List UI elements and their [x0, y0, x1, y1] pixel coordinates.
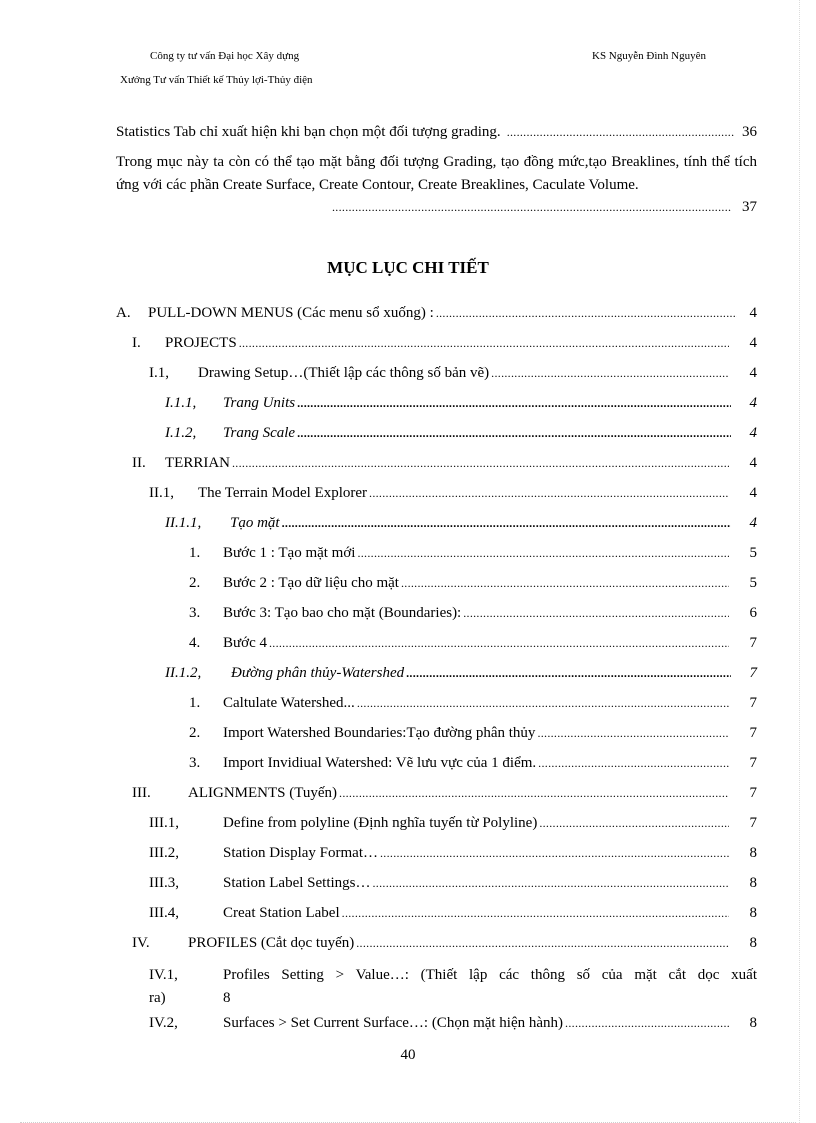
toc-entry-page: 8 — [749, 875, 757, 891]
toc-entry-number: 3. — [189, 755, 201, 771]
toc-entry-number: 2. — [189, 575, 201, 591]
toc-entry-text: Station Label Settings… — [223, 875, 371, 891]
header-company: Công ty tư vấn Đại học Xây dựng — [150, 50, 300, 62]
toc-entry-text: PULL-DOWN MENUS (Các menu sổ xuống) : — [148, 305, 434, 321]
intro-paragraph-1-page: 36 — [742, 124, 757, 140]
toc-entry[interactable] — [165, 395, 757, 417]
toc-entry-text: Import Watershed Boundaries:Tạo đường phân thủy — [223, 725, 536, 741]
toc-entry-page: 8 — [223, 989, 231, 1006]
toc-entry-page: 4 — [749, 395, 757, 411]
toc-entry-page: 4 — [749, 455, 757, 471]
toc-entry-text: ALIGNMENTS (Tuyến) — [188, 785, 338, 801]
dot-leader — [538, 756, 729, 771]
toc-entry-text: Import Invidiual Watershed: Vẽ lưu vực của 1 điểm. — [223, 755, 537, 771]
dot-leader — [539, 816, 729, 831]
toc-entry-number: 1. — [189, 545, 201, 561]
toc-entry-page: 7 — [749, 785, 757, 801]
toc-entry[interactable] — [149, 815, 757, 837]
toc-entry-page: 4 — [749, 485, 757, 501]
toc-entry-page: 6 — [749, 605, 757, 621]
toc-entry[interactable] — [165, 665, 757, 687]
toc-entry-page: 7 — [749, 815, 757, 831]
intro-paragraph-1 — [116, 121, 757, 144]
toc-entry-page: 4 — [749, 365, 757, 381]
toc-entry[interactable] — [149, 845, 757, 867]
header-department: Xưởng Tư vấn Thiết kế Thủy lợi-Thủy điện — [120, 74, 313, 86]
toc-entry[interactable] — [189, 725, 757, 747]
toc-entry-text: The Terrain Model Explorer — [198, 485, 368, 501]
toc-entry[interactable] — [132, 785, 757, 807]
toc-entry[interactable] — [149, 875, 757, 897]
toc-entry-page: 8 — [749, 905, 757, 921]
dot-leader — [369, 486, 729, 501]
toc-entry-number: 2. — [189, 725, 201, 741]
toc-entry[interactable] — [165, 425, 757, 447]
toc-entry-text: Define from polyline (Định nghĩa tuyến từ Polyline) — [223, 815, 538, 831]
page-number: 40 — [400, 1047, 416, 1063]
dot-leader — [401, 576, 729, 591]
dot-leader — [342, 906, 729, 921]
toc-entry-text: Profiles Setting > Value…: (Thiết lập các thông số của mặt cắt dọc xuất — [223, 967, 757, 983]
dot-leader — [406, 666, 731, 681]
toc-entry-text-continued: ra) — [149, 989, 166, 1006]
toc-entry-number: IV. — [132, 935, 150, 951]
toc-entry-text: TERRIAN — [165, 455, 230, 471]
toc-entry[interactable] — [132, 335, 757, 357]
toc-entry[interactable] — [149, 365, 757, 387]
toc-entry-page: 5 — [749, 575, 757, 591]
toc-entry[interactable] — [189, 575, 757, 597]
intro-paragraph-2-text: Trong mục này ta còn có thể tạo mặt bằng đối tượng Grading, tạo đồng mức,tạo Breaklines, tính thể tích ứng với các phần Create Surface, Create Contour, Create Breaklines, Caculate Volume. — [116, 154, 757, 193]
dot-leader — [282, 516, 731, 531]
toc-entry-number: II.1.1, — [165, 515, 202, 531]
toc-entry-text: Bước 1 : Tạo mặt mới — [223, 545, 356, 561]
dot-leader — [239, 336, 729, 351]
dot-leader — [565, 1016, 729, 1031]
dot-leader — [491, 366, 729, 381]
toc-entry-text: Bước 4 — [223, 635, 267, 651]
dot-leader — [232, 456, 729, 471]
dot-leader — [269, 636, 729, 651]
toc-entry-page: 4 — [749, 425, 757, 441]
dot-leader — [373, 876, 730, 891]
dot-leader — [357, 546, 729, 561]
toc-entry-text: Trang Units — [223, 395, 296, 411]
toc-entry-number: 3. — [189, 605, 201, 621]
dot-leader — [537, 726, 729, 741]
toc-entry-number: I.1.2, — [165, 425, 197, 441]
toc-entry-page: 5 — [749, 545, 757, 561]
toc-entry-text: Drawing Setup…(Thiết lập các thông số bản vẽ) — [198, 365, 490, 381]
page-edge-divider — [799, 0, 800, 1123]
toc-entry-page: 8 — [749, 935, 757, 951]
dot-leader — [507, 121, 734, 144]
toc-entry[interactable] — [149, 905, 757, 927]
toc-entry-text: Caltulate Watershed... — [223, 695, 355, 711]
toc-entry-text: Đường phân thủy-Watershed — [231, 665, 405, 681]
intro-paragraph-1-text: Statistics Tab chỉ xuất hiện khi bạn chọn một đối tượng grading. — [116, 124, 501, 140]
toc-entry-page: 4 — [749, 305, 757, 321]
toc-entry-page: 7 — [749, 635, 757, 651]
toc-entry-number: II. — [132, 455, 146, 471]
toc-entry-number: 4. — [189, 635, 201, 651]
toc-entry[interactable] — [189, 545, 757, 567]
toc-entry-number: III. — [132, 785, 151, 801]
dot-leader — [332, 196, 732, 219]
toc-entry-number: III.1, — [149, 815, 179, 831]
toc-entry-page: 7 — [749, 695, 757, 711]
toc-entry-text: PROFILES (Cắt dọc tuyến) — [188, 935, 355, 951]
toc-entry-text: Station Display Format… — [223, 845, 378, 861]
toc-entry-page: 7 — [749, 665, 757, 681]
intro-paragraph-2-leader — [332, 196, 757, 219]
toc-entry[interactable] — [189, 635, 757, 657]
dot-leader — [356, 936, 729, 951]
dot-leader — [339, 786, 729, 801]
toc-entry-number: III.2, — [149, 845, 179, 861]
intro-paragraph-2-page: 37 — [742, 199, 757, 215]
toc-entry[interactable] — [189, 695, 757, 717]
toc-entry-number: I. — [132, 335, 141, 351]
header-author: KS Nguyễn Đình Nguyên — [592, 50, 706, 62]
toc-entry[interactable] — [149, 485, 757, 507]
toc-entry[interactable] — [189, 755, 757, 777]
toc-entry-page: 8 — [749, 845, 757, 861]
toc-entry-number: III.4, — [149, 905, 179, 921]
toc-entry-page: 8 — [749, 1015, 757, 1031]
toc-entry-text: Surfaces > Set Current Surface…: (Chọn mặt hiện hành) — [223, 1015, 564, 1031]
toc-entry[interactable] — [189, 605, 757, 627]
toc-entry-text: Creat Station Label — [223, 905, 340, 921]
toc-entry-number: A. — [116, 305, 131, 321]
toc-entry-number: IV.1, — [149, 967, 178, 983]
toc-entry-number: II.1, — [149, 485, 174, 501]
toc-entry-text: Trang Scale — [223, 425, 296, 441]
toc-entry-text: Tạo mặt — [230, 515, 280, 531]
toc-title: MỤC LỤC CHI TIẾT — [327, 258, 489, 277]
toc-entry[interactable] — [132, 455, 757, 477]
toc-entry[interactable] — [149, 964, 757, 1009]
toc-entry-page: 7 — [749, 725, 757, 741]
toc-entry-page: 7 — [749, 755, 757, 771]
toc-entry-number: IV.2, — [149, 1015, 178, 1031]
toc-entry[interactable] — [149, 1015, 757, 1037]
toc-entry-text: Bước 3: Tạo bao cho mặt (Boundaries): — [223, 605, 462, 621]
toc-entry-number: III.3, — [149, 875, 179, 891]
dot-leader — [463, 606, 729, 621]
toc-entry-number: I.1.1, — [165, 395, 197, 411]
intro-paragraph-2 — [116, 151, 757, 196]
toc-entry-number: I.1, — [149, 365, 169, 381]
toc-entry-number: 1. — [189, 695, 201, 711]
toc-entry-page: 4 — [749, 335, 757, 351]
toc-entry-page: 4 — [749, 515, 757, 531]
dot-leader — [357, 696, 729, 711]
dot-leader — [436, 306, 737, 321]
dot-leader — [297, 426, 731, 441]
toc-entry[interactable] — [116, 305, 757, 327]
toc-entry[interactable] — [132, 935, 757, 957]
dot-leader — [380, 846, 729, 861]
toc-entry-text: PROJECTS — [165, 335, 237, 351]
toc-entry-number: II.1.2, — [165, 665, 202, 681]
toc-entry[interactable] — [165, 515, 757, 537]
dot-leader — [297, 396, 731, 411]
toc-entry-text: Bước 2 : Tạo dữ liệu cho mặt — [223, 575, 399, 591]
